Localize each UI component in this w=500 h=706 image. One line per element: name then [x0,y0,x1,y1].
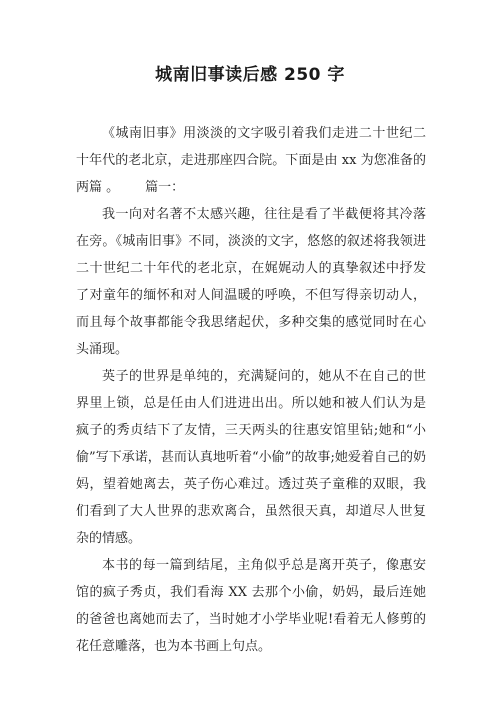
section-label: 篇一： [145,180,185,195]
body-paragraph-1: 我一向对名著不太感兴趣，往往是看了半截便将其冷落在旁。《城南旧事》不同，淡淡的文字，悠悠的叙述将我领进二十世纪二十年代的老北京，在娓娓动人的真挚叙述中抒发了对童年的缅怀和对人间温暖的呼唤，不但写得亲切动人，而且每个故事都能令我思绪起伏，多种交集的感觉同时在心头涌现。 [76,207,426,357]
intro-paragraph [76,120,426,201]
body-paragraph-2: 英子的世界是单纯的，充满疑问的，她从不在自己的世界里上锁，总是任由人们进进出出。所以她和被人们认为是疯子的秀贞结下了友情，三天两头的往惠安馆里钻;她和“小偷”写下承诺，甚而认真地听着“小偷”的故事;她爱着自己的奶妈，望着她离去，英子伤心难过。透过英子童稚的双眼，我们看到了大人世界的悲欢离合，虽然很天真，却道尽人世复杂的情感。 [76,369,426,546]
document-title: 城南旧事读后感 250 字 [155,65,345,85]
body-paragraph-3: 本书的每一篇到结尾，主角似乎总是离开英子，像惠安馆的疯子秀贞，我们看海 XX 去那个小偷，奶妈，最后连她的爸爸也离她而去了，当时她才小学毕业呢!看着无人修剪的花任意雕落，也为本书画上句点。 [76,558,426,654]
document-body [76,120,426,660]
intro-text: 《城南旧事》用淡淡的文字吸引着我们走进二十世纪二十年代的老北京，走进那座四合院。下面是由 xx 为您准备的两篇 。 [76,126,426,195]
